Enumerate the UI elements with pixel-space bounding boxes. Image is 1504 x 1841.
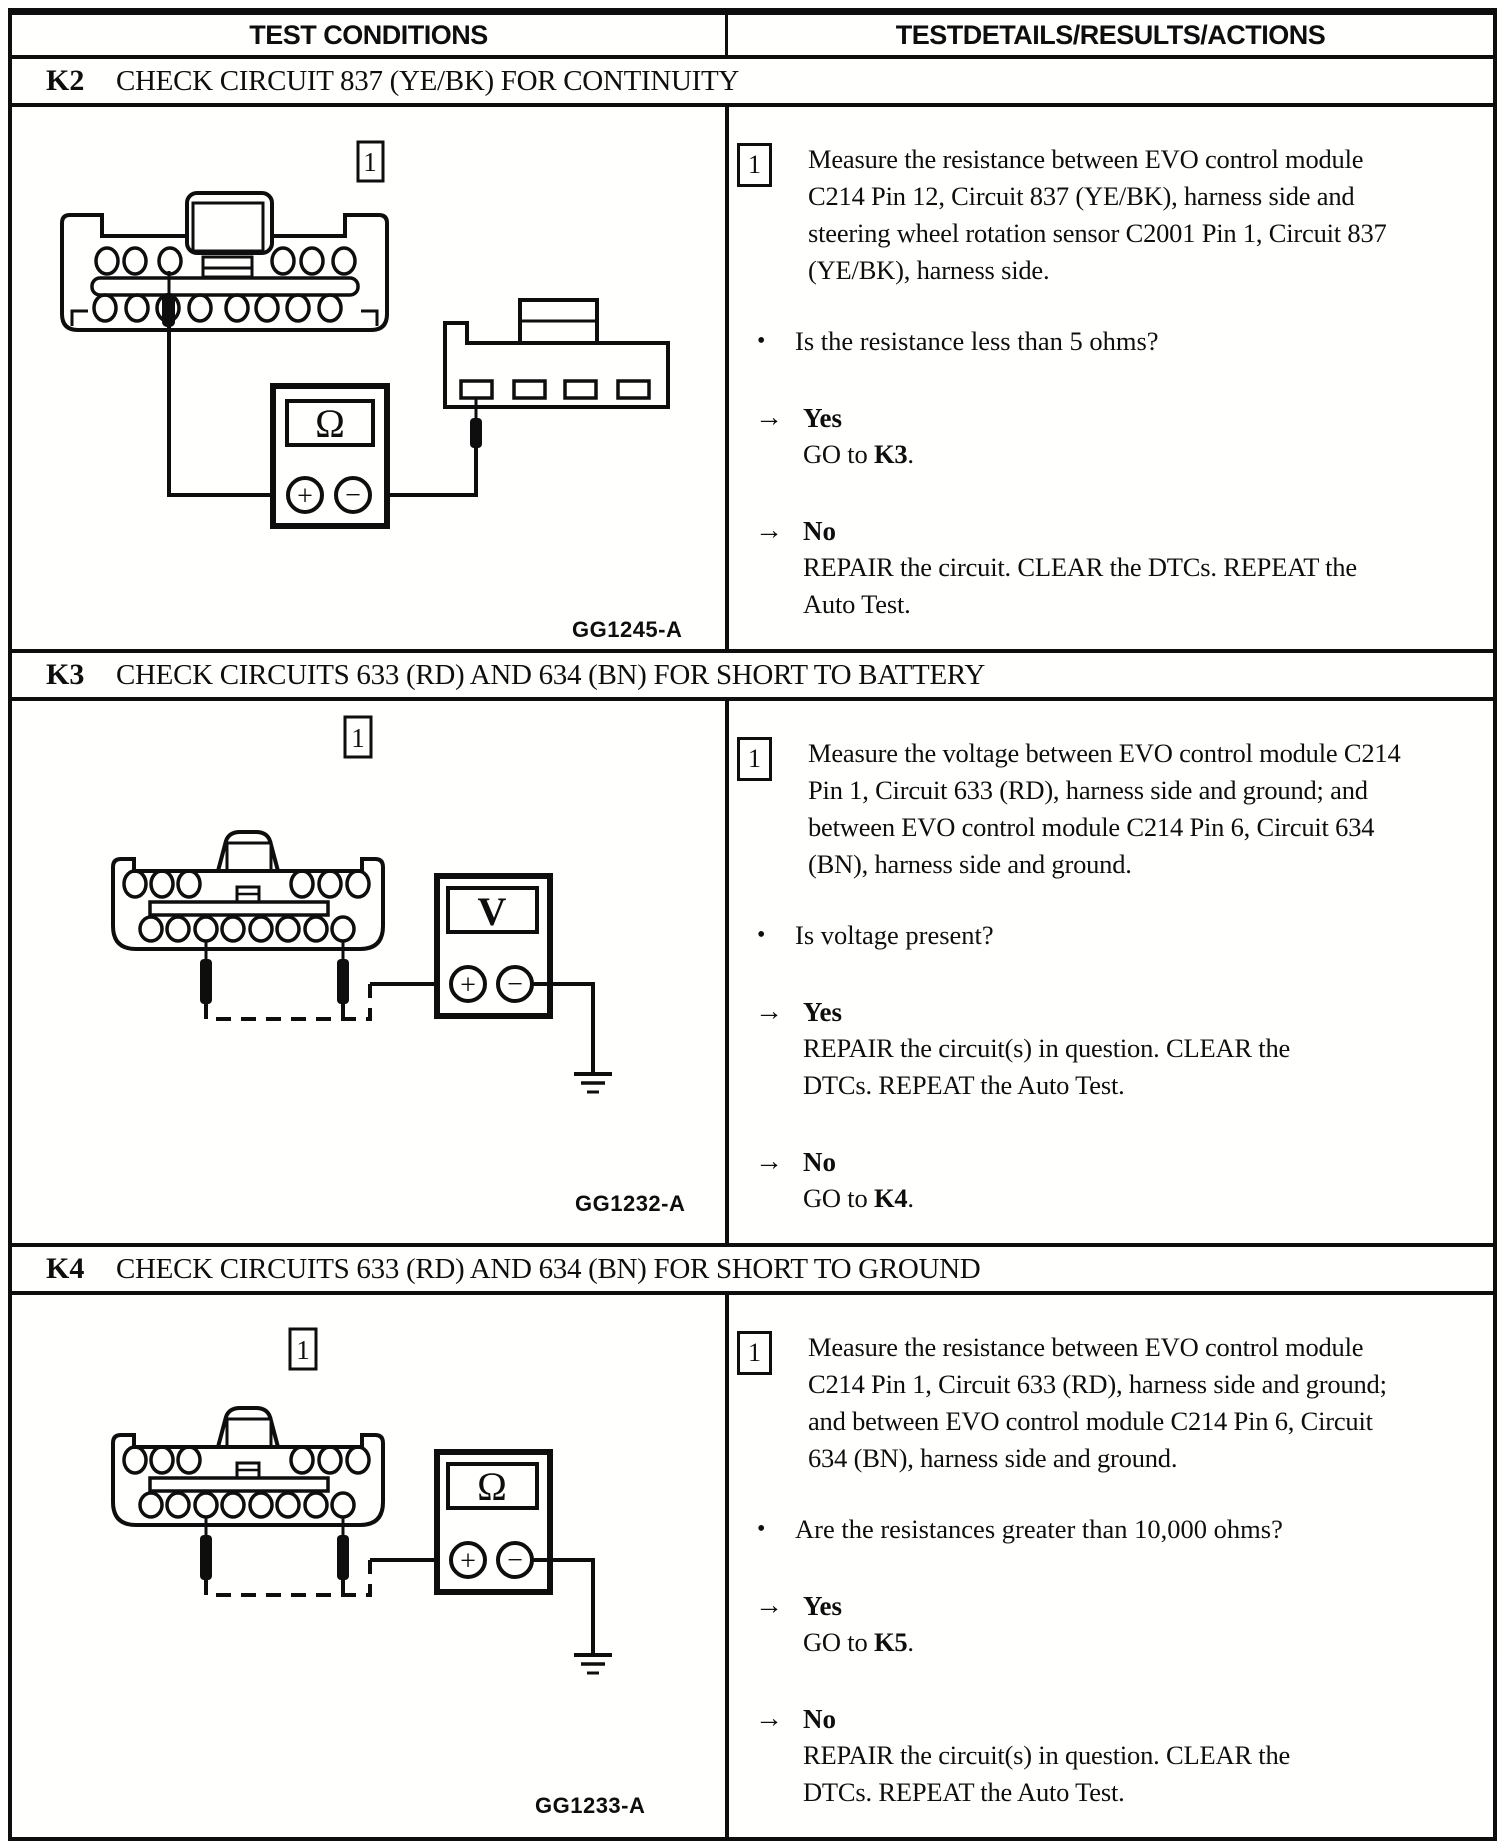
svg-text:+: +	[460, 1546, 476, 1577]
result-action: GO to K4.	[803, 1183, 914, 1213]
test-question	[757, 917, 1433, 954]
svg-text:−: −	[345, 480, 361, 511]
result-yes	[755, 400, 1433, 473]
result-no	[755, 513, 1433, 623]
svg-text:+: +	[297, 481, 313, 512]
jumper-lead-wires	[206, 984, 451, 1019]
ground-symbol-icon	[574, 1074, 612, 1092]
short-to-ground-test-diagram	[12, 1295, 725, 1779]
test-step	[733, 735, 1433, 883]
arrow-right-icon: →	[755, 996, 783, 1027]
result-label: No	[803, 516, 836, 546]
section-id: K4	[46, 1252, 85, 1285]
svg-text:−: −	[507, 1545, 523, 1576]
section-id: K2	[46, 64, 85, 97]
instruction-text: Measure the resistance between EVO control module C214 Pin 1, Circuit 633 (RD), harness side and ground; and between EVO control module C214 Pin 6, Circuit 634 (BN), harness side and ground.	[808, 1332, 1387, 1473]
result-action: REPAIR the circuit. CLEAR the DTCs. REPEAT the Auto Test.	[803, 552, 1357, 619]
section-title-row-k4	[12, 1247, 1493, 1295]
svg-text:1: 1	[296, 1335, 310, 1365]
section-title-row-k3	[12, 653, 1493, 701]
result-label: Yes	[803, 1591, 842, 1621]
test-question	[757, 1511, 1433, 1548]
arrow-right-icon: →	[755, 1590, 783, 1621]
result-action: REPAIR the circuit(s) in question. CLEAR the DTCs. REPEAT the Auto Test.	[803, 1740, 1291, 1807]
test-details-cell	[729, 1295, 1493, 1837]
arrow-right-icon: →	[755, 1703, 783, 1734]
callout-1-icon	[358, 142, 383, 181]
result-action: GO to K3.	[803, 439, 914, 469]
result-no	[755, 1144, 1433, 1217]
continuity-test-diagram	[12, 107, 725, 577]
ohmmeter-icon	[273, 386, 387, 526]
section-title: CHECK CIRCUIT 837 (YE/BK) FOR CONTINUITY	[116, 64, 740, 97]
column-header-test-conditions: TEST CONDITIONS	[12, 15, 728, 55]
figure-label: GG1232-A	[575, 1191, 686, 1216]
result-action: REPAIR the circuit(s) in question. CLEAR the DTCs. REPEAT the Auto Test.	[803, 1033, 1291, 1100]
arrow-right-icon: →	[755, 402, 783, 433]
svg-text:Ω: Ω	[315, 401, 345, 446]
step-number-box: 1	[737, 143, 772, 187]
column-header-test-details: TESTDETAILS/RESULTS/ACTIONS	[895, 19, 1326, 50]
jumper-lead-wires	[206, 1560, 451, 1595]
section-id: K3	[46, 658, 85, 691]
test-details-cell	[729, 701, 1493, 1243]
result-label: No	[803, 1704, 836, 1734]
svg-text:1: 1	[351, 723, 365, 753]
evo-module-connector-icon	[62, 193, 387, 330]
instruction-text: Measure the resistance between EVO control module C214 Pin 12, Circuit 837 (YE/BK), harness side and steering wheel rotation sensor C2001 Pin 1, Circuit 837 (YE/BK), harness side.	[808, 144, 1387, 285]
callout-1-icon	[345, 717, 371, 757]
test-conditions-cell	[12, 701, 729, 1243]
step-number-box: 1	[737, 737, 772, 781]
question-text: Are the resistances greater than 10,000 ohms?	[795, 1514, 1283, 1544]
ohmmeter-icon	[437, 1452, 550, 1592]
test-conditions-cell	[12, 107, 729, 649]
voltmeter-icon	[437, 876, 550, 1016]
svg-text:V: V	[477, 889, 507, 934]
arrow-right-icon: →	[755, 1146, 783, 1177]
table-header	[12, 15, 1493, 59]
svg-text:+: +	[460, 970, 476, 1001]
short-to-battery-test-diagram	[12, 701, 725, 1159]
test-step	[733, 141, 1433, 289]
test-question	[757, 323, 1433, 360]
bullet-icon: •	[757, 1516, 766, 1542]
result-yes	[755, 1588, 1433, 1661]
result-label: Yes	[803, 997, 842, 1027]
arrow-right-icon: →	[755, 515, 783, 546]
ground-symbol-icon	[574, 1655, 612, 1673]
section-body-k4	[12, 1295, 1493, 1837]
rotation-sensor-connector-icon	[445, 300, 668, 448]
result-no	[755, 1701, 1433, 1811]
test-step	[733, 1329, 1433, 1477]
section-title-row-k2	[12, 59, 1493, 107]
figure-label: GG1245-A	[572, 617, 683, 642]
figure-label: GG1233-A	[535, 1793, 646, 1818]
section-body-k2	[12, 107, 1493, 653]
evo-module-connector-icon	[113, 1408, 383, 1525]
svg-text:−: −	[507, 969, 523, 1000]
evo-module-connector-icon	[113, 832, 383, 949]
bullet-icon: •	[757, 328, 766, 354]
result-label: Yes	[803, 403, 842, 433]
result-action: GO to K5.	[803, 1627, 914, 1657]
section-body-k3	[12, 701, 1493, 1247]
question-text: Is the resistance less than 5 ohms?	[795, 326, 1159, 356]
section-title: CHECK CIRCUITS 633 (RD) AND 634 (BN) FOR SHORT TO GROUND	[116, 1252, 981, 1285]
svg-text:Ω: Ω	[477, 1464, 507, 1509]
result-yes	[755, 994, 1433, 1104]
result-label: No	[803, 1147, 836, 1177]
test-probe-icon	[470, 418, 482, 448]
instruction-text: Measure the voltage between EVO control module C214 Pin 1, Circuit 633 (RD), harness side and ground; and between EVO control module C214 Pin 6, Circuit 634 (BN), harness side and ground.	[808, 738, 1401, 879]
svg-text:1: 1	[363, 147, 377, 177]
section-title: CHECK CIRCUITS 633 (RD) AND 634 (BN) FOR SHORT TO BATTERY	[116, 658, 985, 691]
pinpoint-test-table	[8, 8, 1497, 1841]
question-text: Is voltage present?	[795, 920, 994, 950]
test-conditions-cell	[12, 1295, 729, 1837]
callout-1-icon	[290, 1329, 316, 1369]
bullet-icon: •	[757, 922, 766, 948]
step-number-box: 1	[737, 1331, 772, 1375]
test-details-cell	[729, 107, 1493, 649]
